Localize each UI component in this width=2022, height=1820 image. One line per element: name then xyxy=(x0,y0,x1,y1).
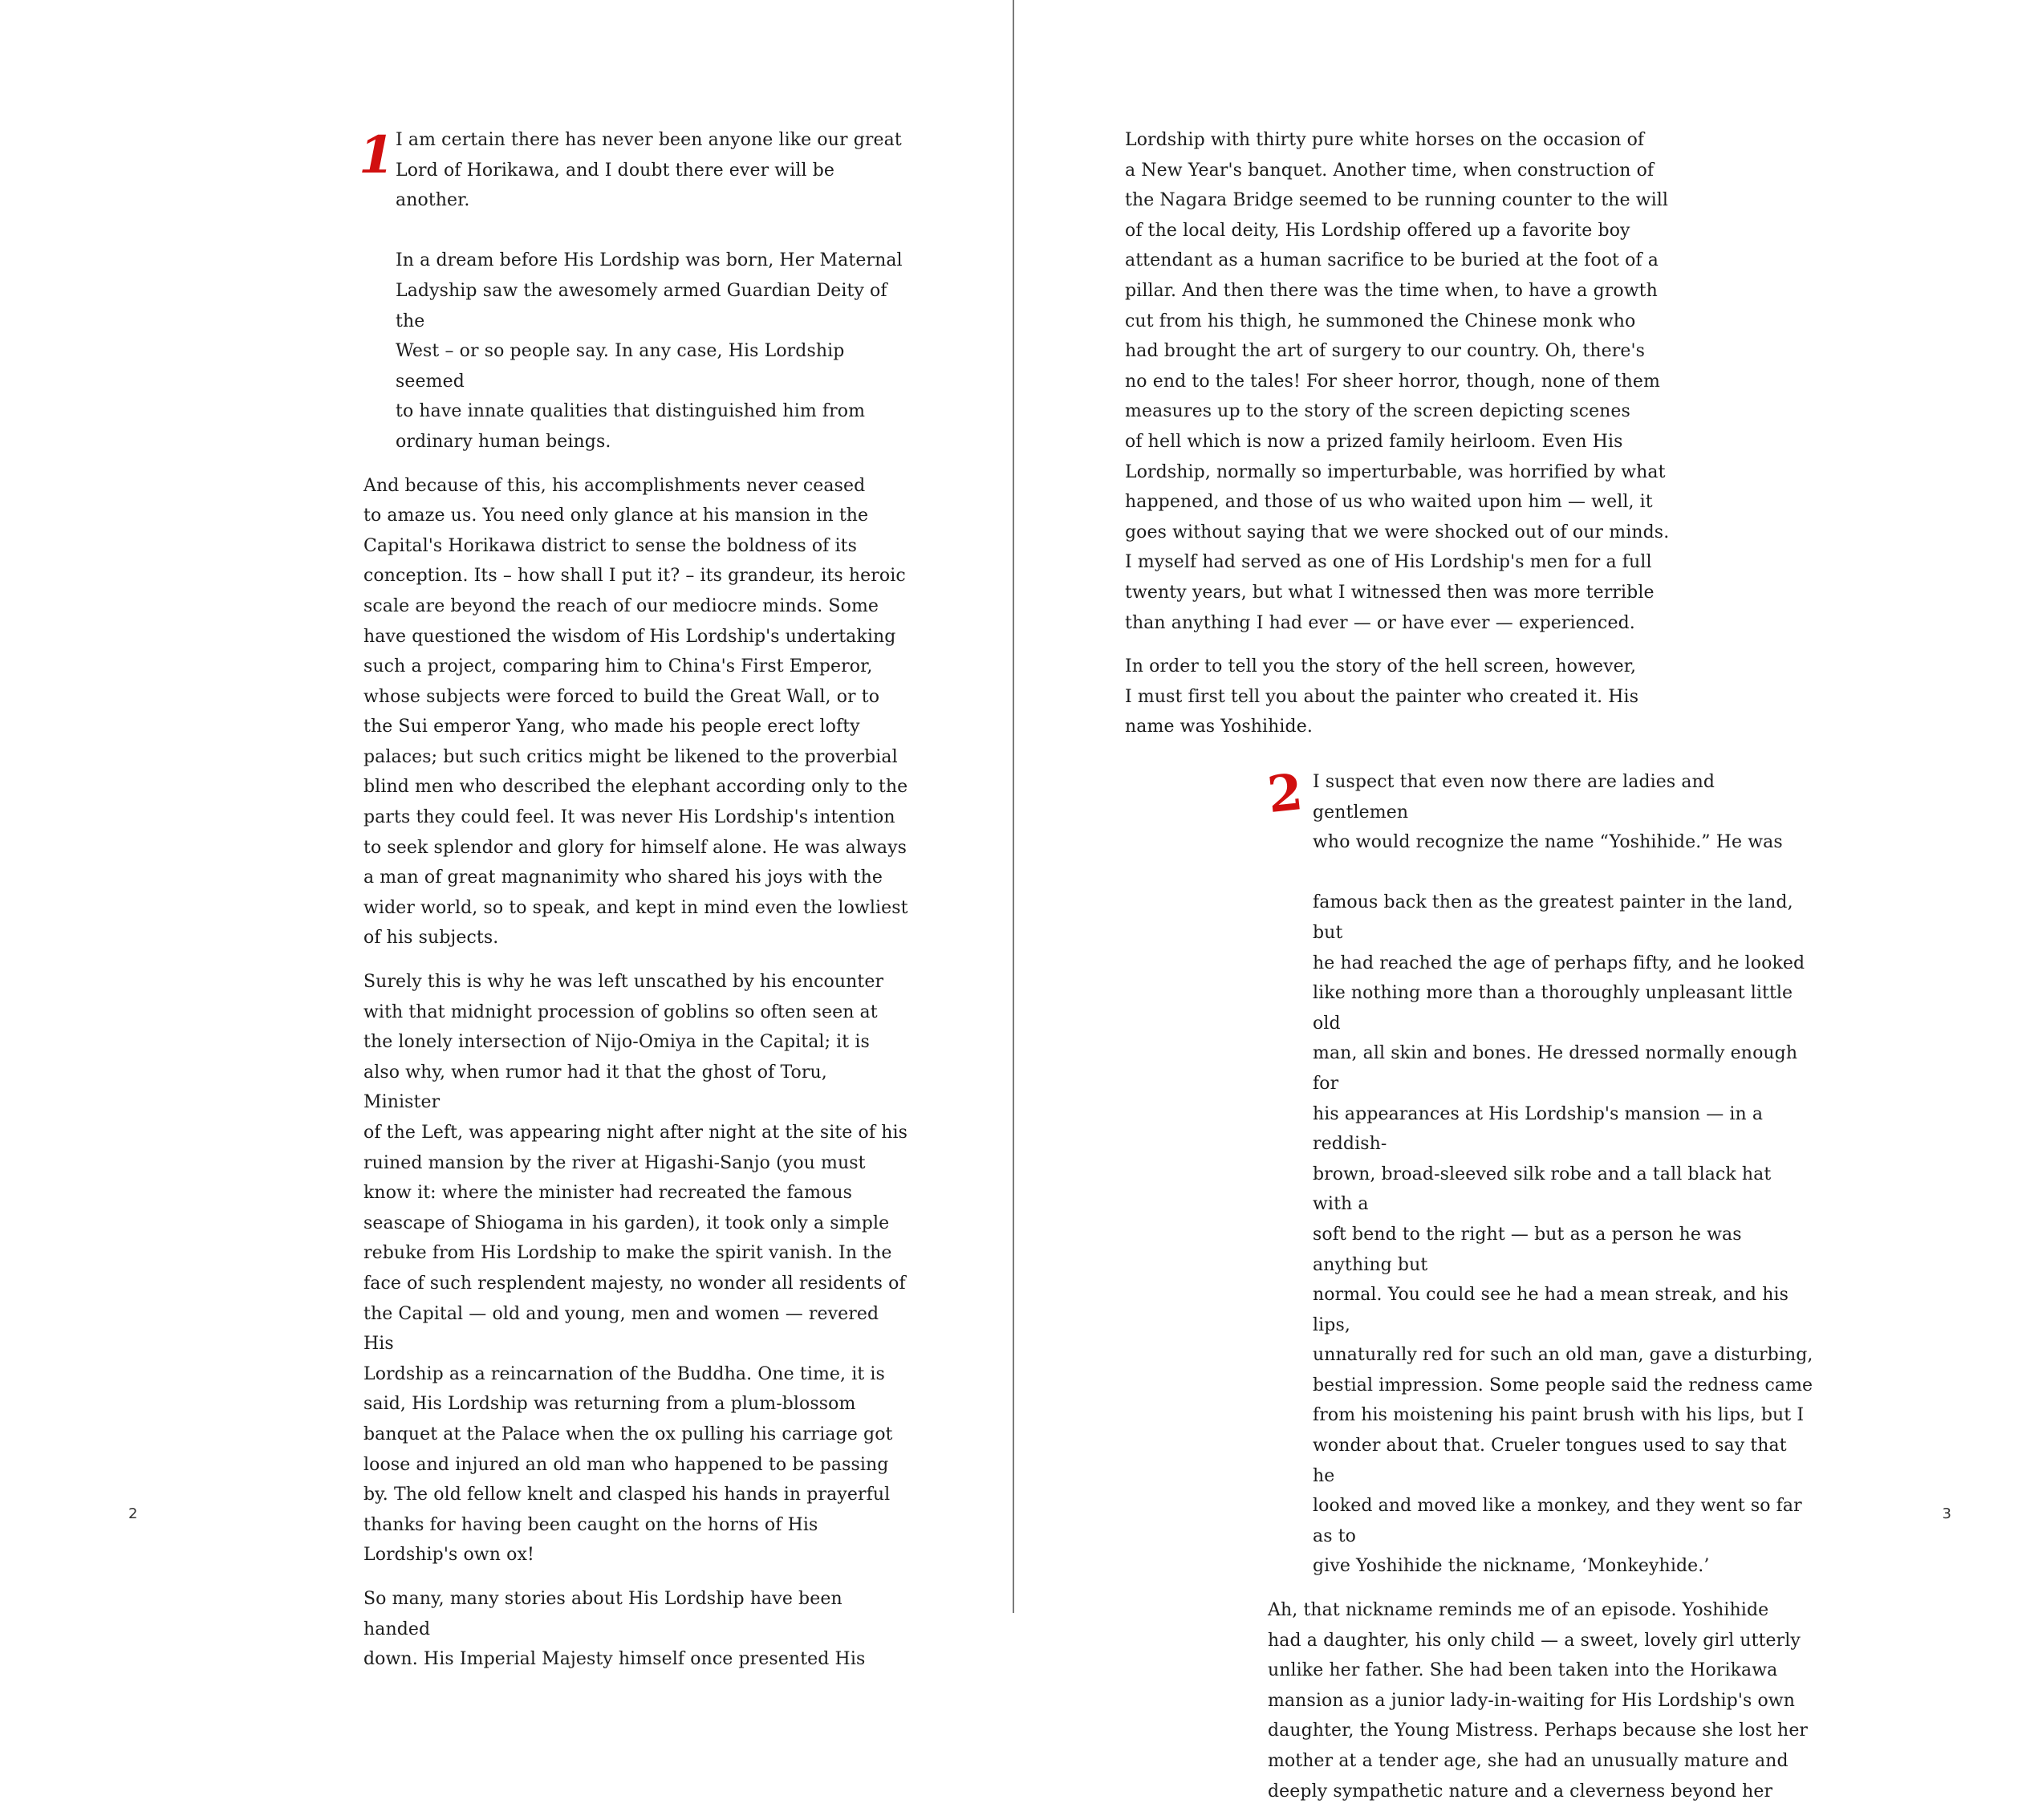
text-line: such a project, comparing him to China's First Emperor, xyxy=(363,656,873,677)
right-page xyxy=(1014,0,2022,1802)
text-line: banquet at the Palace when the ox pulling his carriage got xyxy=(363,1424,893,1444)
text-line: face of such resplendent majesty, no wonder all residents of xyxy=(363,1273,906,1294)
text-line: Lordship as a reincarnation of the Buddha. One time, it is xyxy=(363,1363,885,1384)
text-line: whose subjects were forced to build the Great Wall, or to xyxy=(363,686,880,707)
text-line: And because of this, his accomplishments never ceased xyxy=(363,475,866,496)
text-line: Lordship's own ox! xyxy=(363,1545,534,1566)
text-line: goes without saying that we were shocked out of our minds. xyxy=(1125,522,1670,542)
text-line: of the Left, was appearing night after night at the site of his xyxy=(363,1123,907,1143)
text-line: palaces; but such critics might be likened to the proverbial xyxy=(363,746,898,767)
text-line: normal. You could see he had a mean streak, and his lips, xyxy=(1313,1285,1789,1335)
text-line: thanks for having been caught on the horns of His xyxy=(363,1514,818,1535)
right-text-column-bottom xyxy=(1265,762,1813,1820)
text-line: conception. Its – how shall I put it? – its grandeur, its heroic xyxy=(363,566,906,587)
text-line: soft bend to the right — but as a person he was anything but xyxy=(1313,1224,1742,1275)
page-number-left: 2 xyxy=(128,1505,138,1522)
paragraph-continuation xyxy=(1313,888,1813,1582)
paragraph-3 xyxy=(363,967,909,1570)
paragraph-5 xyxy=(1125,125,1671,638)
text-line: his appearances at His Lordship's mansion — in a reddish- xyxy=(1313,1103,1764,1155)
text-line: man, all skin and bones. He dressed normally enough for xyxy=(1313,1043,1798,1094)
text-line: rebuke from His Lordship to make the spirit vanish. In the xyxy=(363,1243,892,1264)
text-line: Capital's Horikawa district to sense the boldness of its xyxy=(363,535,857,556)
text-line: measures up to the story of the screen depicting scenes xyxy=(1125,401,1630,422)
text-line: I myself had served as one of His Lordship's men for a full xyxy=(1125,552,1652,573)
text-line: wider world, so to speak, and kept in mind even the lowliest xyxy=(363,897,908,918)
text-line: than anything I had ever — or have ever — experienced. xyxy=(1125,612,1635,633)
text-line: had brought the art of surgery to our country. Oh, there's xyxy=(1125,341,1645,362)
text-line: twenty years, but what I witnessed then was more terrible xyxy=(1125,582,1655,603)
page-number-right: 3 xyxy=(1942,1505,1951,1522)
text-line: a man of great magnanimity who shared his joys with the xyxy=(363,867,883,888)
text-line: pillar. And then there was the time when, to have a growth xyxy=(1125,280,1658,301)
text-line: the Capital — old and young, men and women — revered His xyxy=(363,1303,879,1355)
text-line: blind men who described the elephant according only to the xyxy=(363,777,908,798)
text-line: mother at a tender age, she had an unusually mature and xyxy=(1268,1751,1789,1771)
text-line: like nothing more than a thoroughly unpleasant little old xyxy=(1313,983,1793,1034)
text-line: to have innate qualities that distinguished him from xyxy=(396,401,866,422)
text-line: Lordship, normally so imperturbable, was horrified by what xyxy=(1125,461,1666,482)
text-line: know it: where the minister had recreated the famous xyxy=(363,1183,853,1204)
text-line: scale are beyond the reach of our mediocre minds. Some xyxy=(363,595,879,616)
text-line: name was Yoshihide. xyxy=(1125,717,1313,737)
text-line: by. The old fellow knelt and clasped his hands in prayerful xyxy=(363,1485,891,1505)
text-line: Surely this is why he was left unscathed by his encounter xyxy=(363,972,884,993)
paragraph-4 xyxy=(363,1584,909,1675)
text-line: brown, broad-sleeved silk robe and a tall black hat with a xyxy=(1313,1164,1772,1215)
text-line: with that midnight procession of goblins so often seen at xyxy=(363,1001,878,1022)
text-line: daughter, the Young Mistress. Perhaps because she lost her xyxy=(1268,1720,1809,1741)
text-line: of the local deity, His Lordship offered up a favorite boy xyxy=(1125,220,1630,241)
text-line: seascape of Shiogama in his garden), it took only a simple xyxy=(363,1213,890,1233)
text-line: the lonely intersection of Nijo-Omiya in the Capital; it is xyxy=(363,1032,870,1053)
text-line: of his subjects. xyxy=(363,928,499,949)
text-line: the Nagara Bridge seemed to be running counter to the will xyxy=(1125,190,1668,211)
text-line: Lord of Horikawa, and I doubt there ever will be another. xyxy=(396,160,835,211)
text-line: happened, and those of us who waited upon him — well, it xyxy=(1125,492,1653,513)
text-line: In order to tell you the story of the hell screen, however, xyxy=(1125,656,1637,677)
text-line: West – or so people say. In any case, His Lordship seemed xyxy=(396,341,845,392)
text-line: to seek splendor and glory for himself alone. He was always xyxy=(363,837,907,858)
text-line: So many, many stories about His Lordship have been handed xyxy=(363,1588,842,1639)
text-line: mansion as a junior lady-in-waiting for His Lordship's own xyxy=(1268,1690,1795,1711)
text-line: I must first tell you about the painter who created it. His xyxy=(1125,686,1639,707)
text-line: Lordship with thirty pure white horses on the occasion of xyxy=(1125,130,1645,150)
text-line: attendant as a human sacrifice to be buried at the foot of a xyxy=(1125,250,1659,271)
text-line: ruined mansion by the river at Higashi-Sanjo (you must xyxy=(363,1152,866,1173)
paragraph-2 xyxy=(363,471,909,954)
left-page xyxy=(0,0,1013,1670)
paragraph-continuation xyxy=(396,246,909,457)
text-line: give Yoshihide the nickname, ‘Monkeyhide.’ xyxy=(1313,1556,1710,1577)
dropcap-section-1: 1 xyxy=(359,125,395,185)
text-line: no end to the tales! For sheer horror, though, none of them xyxy=(1125,371,1660,392)
paragraph-1 xyxy=(359,125,909,457)
text-line: wonder about that. Crueler tongues used to say that he xyxy=(1313,1436,1787,1486)
text-line: unlike her father. She had been taken into the Horikawa xyxy=(1268,1660,1778,1681)
text-line: he had reached the age of perhaps fifty, and he looked xyxy=(1313,953,1805,973)
text-line: a New Year's banquet. Another time, when construction of xyxy=(1125,160,1655,181)
paragraph-7 xyxy=(1265,762,1813,1582)
dropcap-section-2: 2 xyxy=(1265,762,1305,825)
text-line: unnaturally red for such an old man, gave a disturbing, xyxy=(1313,1345,1813,1366)
text-line: from his moistening his paint brush with his lips, but I xyxy=(1313,1405,1805,1426)
text-line: I suspect that even now there are ladies and gentlemen xyxy=(1313,772,1715,823)
right-text-column-top xyxy=(1125,125,1671,756)
text-line: Ah, that nickname reminds me of an episode. Yoshihide xyxy=(1268,1600,1769,1621)
text-line: said, His Lordship was returning from a plum-blossom xyxy=(363,1394,856,1415)
text-line: down. His Imperial Majesty himself once presented His xyxy=(363,1649,866,1670)
text-line: who would recognize the name “Yoshihide.” He was xyxy=(1313,832,1783,853)
text-line: also why, when rumor had it that the ghost of Toru, Minister xyxy=(363,1062,827,1113)
text-line: deeply sympathetic nature and a cleverness beyond her xyxy=(1268,1781,1773,1802)
paragraph-8 xyxy=(1268,1595,1813,1806)
text-line: loose and injured an old man who happened to be passing xyxy=(363,1454,889,1475)
text-line: have questioned the wisdom of His Lordship's undertaking xyxy=(363,626,896,647)
text-line: the Sui emperor Yang, who made his people erect lofty xyxy=(363,717,860,737)
text-line: In a dream before His Lordship was born, Her Maternal xyxy=(396,250,903,271)
text-line: looked and moved like a monkey, and they went so far as to xyxy=(1313,1496,1802,1546)
text-line: bestial impression. Some people said the redness came xyxy=(1313,1375,1813,1395)
paragraph-6 xyxy=(1125,652,1671,742)
text-line: of hell which is now a prized family heirloom. Even His xyxy=(1125,431,1623,452)
text-line: cut from his thigh, he summoned the Chinese monk who xyxy=(1125,311,1636,331)
text-line: parts they could feel. It was never His Lordship's intention xyxy=(363,807,895,828)
left-text-column xyxy=(359,125,909,1688)
text-line: famous back then as the greatest painter in the land, but xyxy=(1313,892,1793,943)
text-line: ordinary human beings. xyxy=(396,431,611,452)
text-line: had a daughter, his only child — a sweet, lovely girl utterly xyxy=(1268,1630,1801,1651)
text-line: I am certain there has never been anyone like our great xyxy=(396,130,902,150)
text-line: Ladyship saw the awesomely armed Guardian Deity of the xyxy=(396,280,887,331)
text-line: to amaze us. You need only glance at his mansion in the xyxy=(363,506,869,526)
